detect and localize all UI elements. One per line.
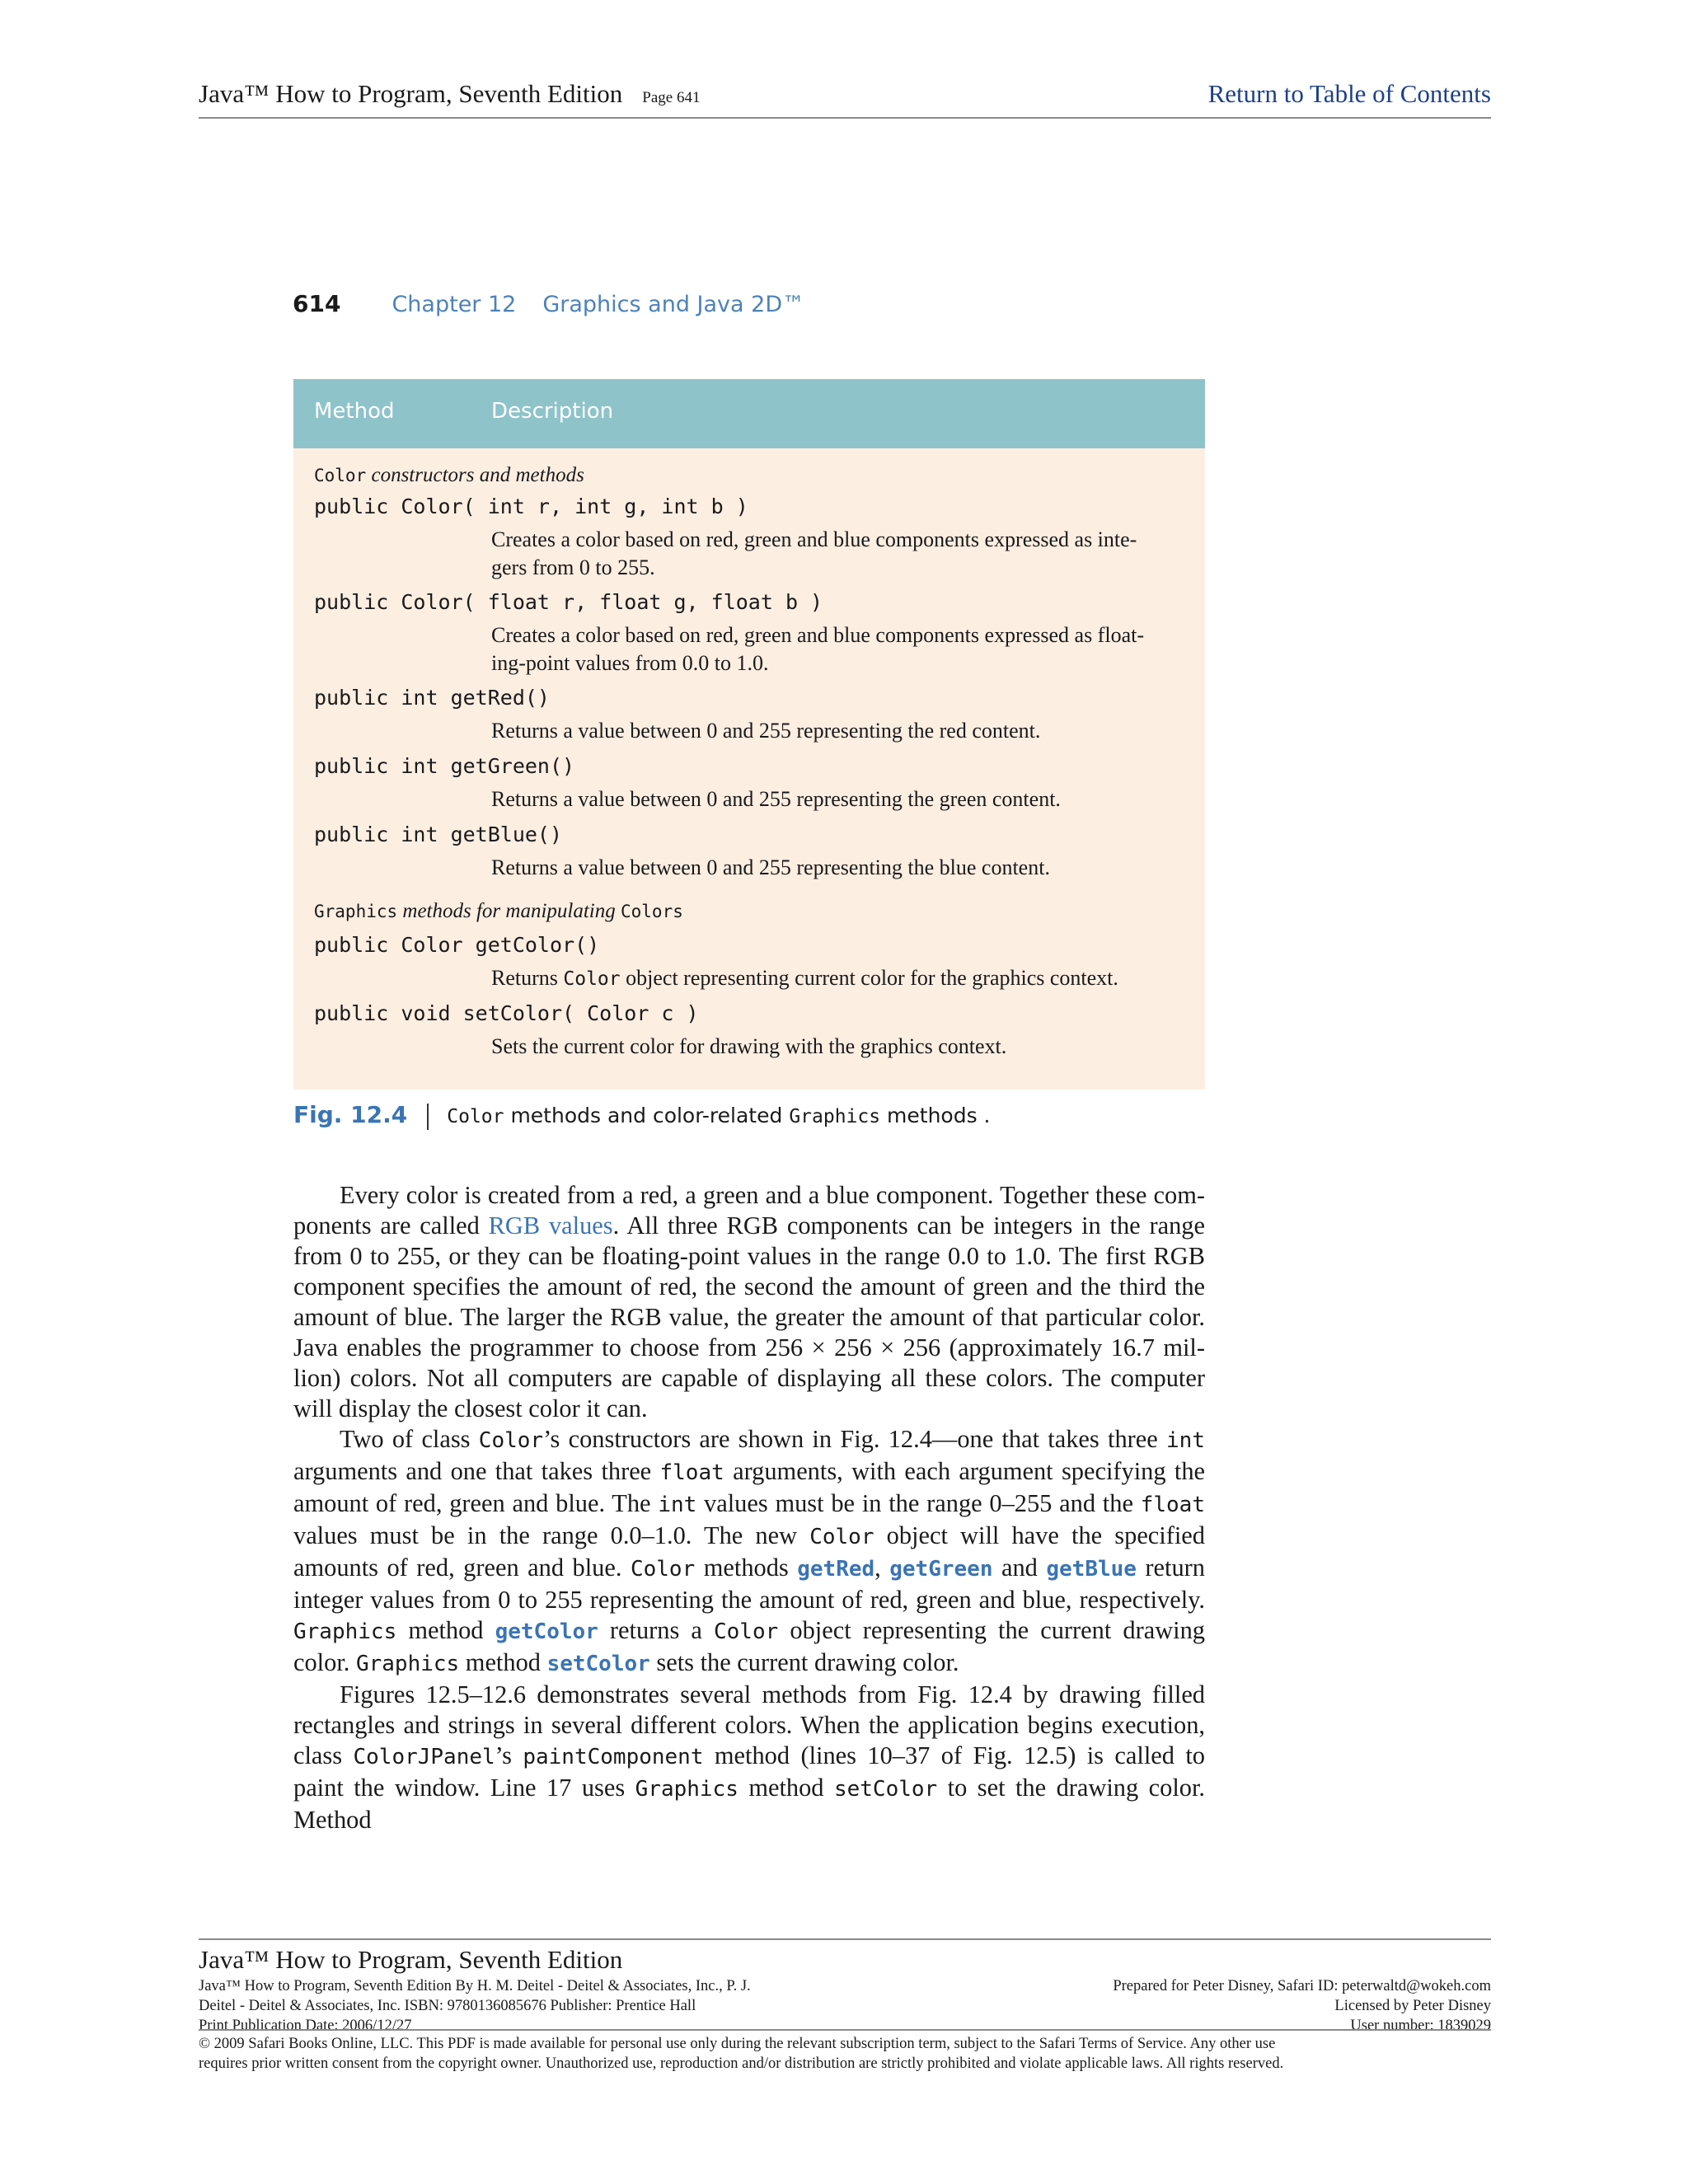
section-heading-graphics bbox=[314, 900, 683, 923]
description-text: object representing current color for the graphics context. bbox=[620, 966, 1118, 990]
code-run: int bbox=[1166, 1428, 1205, 1453]
method-description: Returns a value between 0 and 255 representing the blue content. bbox=[491, 855, 1050, 879]
method-description: Returns a value between 0 and 255 representing the red content. bbox=[491, 719, 1041, 743]
text-run: method bbox=[459, 1648, 547, 1676]
text-run: arguments, with each argument specifying the amount of red, green and blue. The bbox=[293, 1457, 1205, 1517]
text-run: returns a bbox=[598, 1616, 714, 1644]
methods-table bbox=[293, 379, 1205, 1090]
text-run: Every color is created from a red, a green and a blue component. Together these com-ponents are called bbox=[293, 1181, 1205, 1240]
text-run: ’s bbox=[495, 1741, 523, 1769]
section-heading-mono: Graphics bbox=[314, 902, 398, 921]
column-header-method: Method bbox=[314, 399, 395, 424]
paragraph bbox=[293, 1424, 1205, 1680]
footer-book-title: Java™ How to Program, Seventh Edition bbox=[199, 1945, 623, 1974]
footer-copyright: © 2009 Safari Books Online, LLC. This PDF is made available for personal use only during the relevant subscription term, subject to the Safari Terms of Service. Any other use bbox=[199, 2036, 1276, 2052]
method-signature: public Color( int r, int g, int b ) bbox=[314, 494, 748, 518]
code-run: Graphics bbox=[293, 1619, 397, 1644]
text-run: methods bbox=[695, 1554, 798, 1582]
method-signature: public int getGreen() bbox=[314, 754, 575, 778]
footer bbox=[199, 1938, 1491, 2072]
text-run: values must be in the range 0–255 and the bbox=[696, 1489, 1141, 1517]
caption-text: methods and color-related bbox=[504, 1104, 790, 1127]
text-run: sets the current drawing color. bbox=[649, 1648, 959, 1676]
caption-separator bbox=[427, 1104, 429, 1130]
footer-publication-date: Print Publication Date: 2006/12/27 bbox=[199, 2018, 412, 2034]
section-heading-mono: Colors bbox=[621, 902, 683, 921]
figure-caption bbox=[293, 1101, 991, 1130]
method-description: Sets the current color for drawing with the graphics context. bbox=[491, 1034, 1007, 1058]
key-term-code: getGreen bbox=[889, 1557, 993, 1582]
text-run: method bbox=[738, 1774, 834, 1802]
text-run: Two of class bbox=[340, 1425, 479, 1453]
paragraph bbox=[293, 1180, 1205, 1424]
code-run: float bbox=[1140, 1493, 1205, 1517]
column-header-description: Description bbox=[491, 399, 614, 424]
key-term-code: setColor bbox=[546, 1652, 650, 1676]
description-line: gers from 0 to 255. bbox=[491, 555, 655, 579]
caption-code: Graphics bbox=[789, 1106, 881, 1127]
book-title bbox=[199, 79, 700, 109]
code-run: Graphics bbox=[355, 1652, 460, 1676]
text-run: object representing the current drawing color. bbox=[293, 1616, 1205, 1676]
code-run: Graphics bbox=[635, 1777, 738, 1802]
text-run: ’s constructors are shown in Fig. 12.4—one that takes three bbox=[543, 1425, 1167, 1453]
text-run: arguments and one that takes three bbox=[293, 1457, 660, 1485]
section-heading-color bbox=[314, 464, 584, 487]
method-signature: public int getRed() bbox=[314, 686, 550, 710]
footer-book-info: Deitel - Deitel & Associates, Inc. ISBN: 9780136085676 Publisher: Prentice Hall bbox=[199, 1998, 696, 2014]
key-term-code: getRed bbox=[797, 1557, 875, 1582]
caption-text: methods . bbox=[880, 1104, 991, 1127]
code-run: Color bbox=[809, 1525, 874, 1549]
section-heading-text: methods for manipulating bbox=[397, 900, 621, 922]
text-run: . All three RGB components can be integers in the range from 0 to 255, or they can be floating-point values in the range 0.0 to 1.0. The first RGB component specifies the amount of red, the second the amount of green and the third the amount of blue. The larger the RGB value, the greater the amount of that particular color. Java enables the programmer to choose from 256 × 256 × 256 (approximately 16.7 mil-lion) colors. Not all computers are capable of displaying all these colors. The computer will display the closest color it can. bbox=[293, 1212, 1205, 1422]
key-term-code: getBlue bbox=[1046, 1557, 1137, 1582]
text-run: values must be in the range 0.0–1.0. The new bbox=[293, 1521, 810, 1549]
footer-book-info: Java™ How to Program, Seventh Edition By H. M. Deitel - Deitel & Associates, Inc., P. J. bbox=[199, 1978, 751, 1994]
code-run: paintComponent bbox=[523, 1745, 704, 1769]
footer-licensed-by: Licensed by Peter Disney bbox=[1334, 1998, 1491, 2014]
code-run: ColorJPanel bbox=[353, 1745, 495, 1769]
code-run: Color bbox=[630, 1557, 696, 1582]
section-heading-text: constructors and methods bbox=[366, 464, 584, 486]
code-run: Color bbox=[478, 1428, 544, 1453]
code-run: setColor bbox=[833, 1777, 938, 1802]
description-line: Creates a color based on red, green and blue components expressed as float- bbox=[491, 623, 1144, 647]
text-run: , bbox=[874, 1554, 890, 1582]
text-run: and bbox=[992, 1554, 1047, 1582]
description-text: Returns bbox=[491, 966, 564, 990]
method-description bbox=[491, 526, 1192, 582]
code-run: int bbox=[658, 1493, 697, 1517]
method-description bbox=[491, 621, 1192, 677]
method-signature: public void setColor( Color c ) bbox=[314, 1001, 699, 1025]
code-run: Color bbox=[714, 1619, 779, 1644]
footer-prepared-for: Prepared for Peter Disney, Safari ID: peterwaltd@wokeh.com bbox=[1113, 1978, 1491, 1994]
return-to-toc-link[interactable]: Return to Table of Contents bbox=[1207, 79, 1491, 108]
page-number: 614 bbox=[293, 290, 341, 317]
method-description: Returns a value between 0 and 255 representing the green content. bbox=[491, 787, 1061, 811]
chapter-title: Graphics and Java 2D™ bbox=[542, 292, 805, 317]
text-run: Figures 12.5–12.6 demonstrates several methods from Fig. 12.4 by drawing filled rectangles and strings in several different colors. When the application begins execution, class bbox=[293, 1680, 1205, 1769]
book-title-text: Java™ How to Program, Seventh Edition bbox=[199, 79, 623, 108]
method-signature: public Color getColor() bbox=[314, 933, 600, 957]
caption-code: Color bbox=[447, 1106, 504, 1127]
text-run: object will have the specified amounts of red, green and blue. bbox=[293, 1521, 1205, 1582]
text-run: method bbox=[396, 1616, 495, 1644]
table-header bbox=[293, 379, 1205, 448]
figure-label: Fig. 12.4 bbox=[293, 1101, 408, 1128]
key-term: RGB values bbox=[488, 1212, 613, 1240]
body-text bbox=[293, 1180, 1205, 1835]
running-head bbox=[293, 290, 804, 323]
chapter-label: Chapter 12 bbox=[392, 292, 517, 317]
code-run: float bbox=[659, 1460, 724, 1485]
description-line: Creates a color based on red, green and blue components expressed as inte- bbox=[491, 527, 1137, 551]
method-description bbox=[491, 964, 1192, 993]
footer-divider bbox=[199, 2029, 1491, 2031]
paragraph bbox=[293, 1680, 1205, 1835]
method-signature: public int getBlue() bbox=[314, 823, 563, 846]
top-banner bbox=[199, 76, 1491, 119]
description-code: Color bbox=[563, 968, 621, 990]
text-run: return integer values from 0 to 255 representing the amount of red, green and blue, respectively. bbox=[293, 1554, 1205, 1614]
key-term-code: getColor bbox=[495, 1619, 598, 1644]
page-label: Page 641 bbox=[642, 89, 701, 106]
method-signature: public Color( float r, float g, float b ) bbox=[314, 590, 823, 614]
section-heading-mono: Color bbox=[314, 466, 367, 485]
text-run: method (lines 10–37 of Fig. 12.5) is called to paint the window. Line 17 uses bbox=[293, 1741, 1205, 1802]
text-run: to set the drawing color. Method bbox=[293, 1774, 1205, 1834]
description-line: ing-point values from 0.0 to 1.0. bbox=[491, 651, 769, 675]
footer-copyright: requires prior written consent from the copyright owner. Unauthorized use, reproduction and/or distribution are strictly prohibited and violate applicable laws. All rights reserved. bbox=[199, 2055, 1284, 2072]
footer-user-number: User number: 1839029 bbox=[1350, 2018, 1491, 2034]
